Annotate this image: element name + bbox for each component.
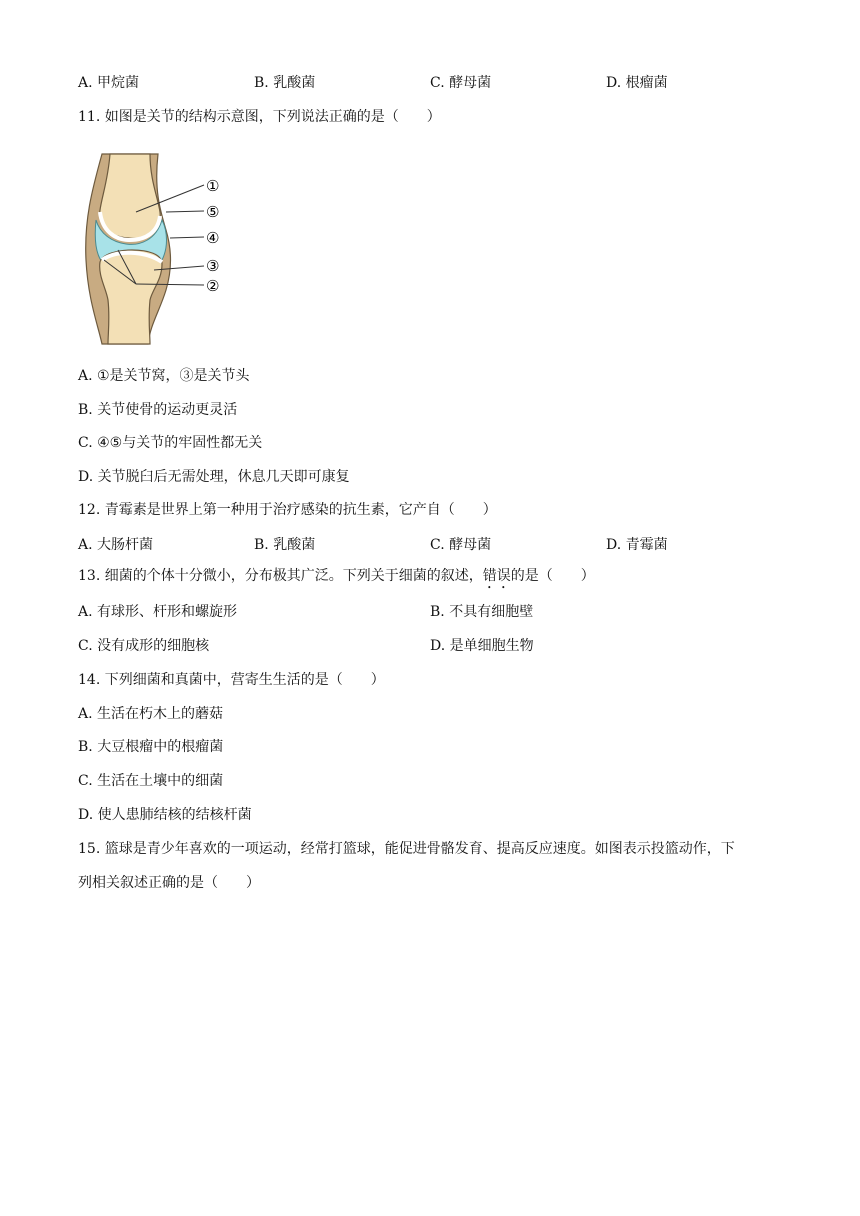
- q12-option-a: A. 大肠杆菌: [78, 537, 154, 553]
- figure-label-3: ③: [206, 257, 220, 275]
- q12-stem: 12. 青霉素是世界上第一种用于治疗感染的抗生素，它产自（ ）: [78, 502, 497, 518]
- figure-label-4: ④: [206, 229, 220, 247]
- joint-structure-figure: [78, 150, 238, 346]
- figure-label-5: ⑤: [206, 203, 220, 221]
- q13-option-a: A. 有球形、杆形和螺旋形: [78, 604, 238, 620]
- q13-stem-after: 的是（ ）: [510, 568, 595, 584]
- q14-option-d: D. 使人患肺结核的结核杆菌: [78, 807, 252, 823]
- q13-stem-emphasis: 错误: [482, 568, 511, 584]
- q13-option-d: D. 是单细胞生物: [430, 638, 534, 654]
- q13-option-c: C. 没有成形的细胞核: [78, 638, 210, 654]
- q10-option-b: B. 乳酸菌: [254, 75, 316, 91]
- q14-option-b: B. 大豆根瘤中的根瘤菌: [78, 739, 224, 755]
- q14-option-c: C. 生活在土壤中的细菌: [78, 773, 224, 789]
- q14-stem: 14. 下列细菌和真菌中，营寄生生活的是（ ）: [78, 672, 385, 688]
- q15-stem-line1: 15. 篮球是青少年喜欢的一项运动，经常打篮球，能促进骨骼发育、提高反应速度。如图表示投篮动作，下: [78, 841, 735, 857]
- q12-option-d: D. 青霉菌: [606, 537, 668, 553]
- q12-option-c: C. 酵母菌: [430, 537, 492, 553]
- figure-label-2: ②: [206, 277, 220, 295]
- q11-stem: 11. 如图是关节的结构示意图，下列说法正确的是（ ）: [78, 109, 441, 125]
- q14-option-a: A. 生活在朽木上的蘑菇: [78, 706, 224, 722]
- q11-option-d: D. 关节脱臼后无需处理，休息几天即可康复: [78, 469, 350, 485]
- q15-stem-line2: 列相关叙述正确的是（ ）: [78, 875, 260, 891]
- q13-stem-before: 13. 细菌的个体十分微小，分布极其广泛。下列关于细菌的叙述，: [78, 568, 483, 584]
- q11-option-b: B. 关节使骨的运动更灵活: [78, 402, 238, 418]
- q12-option-b: B. 乳酸菌: [254, 537, 316, 553]
- q11-option-a: A. ①是关节窝，③是关节头: [78, 368, 250, 384]
- upper-bone: [100, 154, 160, 238]
- q11-option-c: C. ④⑤与关节的牢固性都无关: [78, 435, 263, 451]
- q13-stem: [78, 566, 595, 592]
- q10-option-a: A. 甲烷菌: [78, 75, 140, 91]
- q13-option-b: B. 不具有细胞壁: [430, 604, 534, 620]
- leader-line-5: [166, 211, 204, 212]
- q10-option-c: C. 酵母菌: [430, 75, 492, 91]
- q10-option-d: D. 根瘤菌: [606, 75, 668, 91]
- leader-line-4: [170, 237, 204, 238]
- figure-label-1: ①: [206, 177, 220, 195]
